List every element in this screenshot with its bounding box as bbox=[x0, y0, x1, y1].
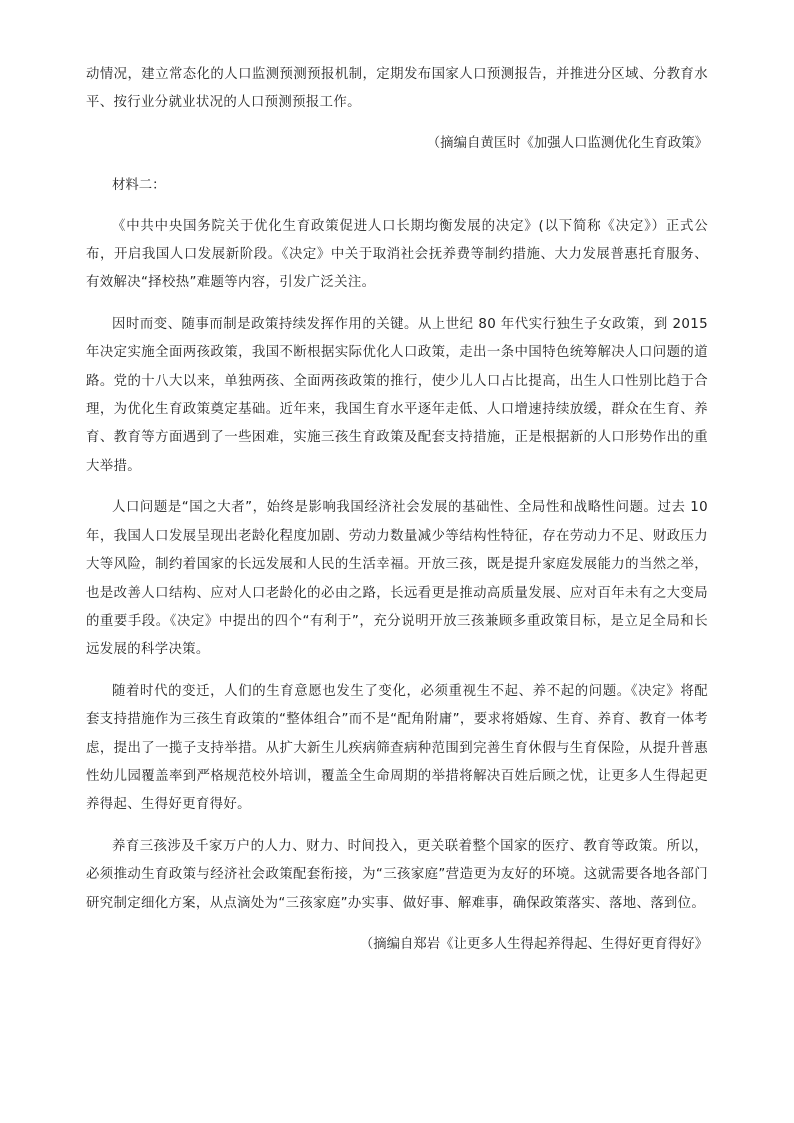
material-two-heading: 材料二： bbox=[112, 178, 166, 194]
paragraph-5: 养育三孩涉及千家万户的人力、财力、时间投入，更关联着整个国家的医疗、教育等政策。所以，必须推动生育政策与经济社会政策配套衔接，为“三孩家庭”营造更为友好的环境。这就需要各地各部门研究制定细化方案，从点滴处为“三孩家庭”办实事、做好事、解难事，确保政策落实、落地、落到位。 bbox=[86, 838, 708, 911]
paragraph-4: 随着时代的变迁，人们的生育意愿也发生了变化，必须重视生不起、养不起的问题。《决定》将配套支持措施作为三孩生育政策的“整体组合”而不是“配角附庸”，要求将婚嫁、生育、养育、教育一体考虑，提出了一揽子支持举措。从扩大新生儿疾病筛查病种范围到完善生育休假与生育保险，从提升普惠性幼儿园覆盖率到严格规范校外培训，覆盖全生命周期的举措将解决百姓后顾之忧，让更多人生得起更养得起、生得好更育得好。 bbox=[86, 683, 708, 813]
source-citation-1: （摘编自黄匡时《加强人口监测优化生育政策》 bbox=[426, 135, 708, 151]
source-citation-2: （摘编自郑岩《让更多人生得起养得起、生得好更育得好》 bbox=[359, 936, 708, 952]
paragraph-2: 因时而变、随事而制是政策持续发挥作用的关键。从上世纪 80 年代实行独生子女政策，到 2015 年决定实施全面两孩政策，我国不断根据实际优化人口政策，走出一条中国特色统筹解决人口问题的道路。党的十八大以来，单独两孩、全面两孩政策的推行，使少儿人口占比提高，出生人口性别比趋于合理，为优化生育政策奠定基础。近年来，我国生育水平逐年走低、人口增速持续放缓，群众在生育、养育、教育等方面遇到了一些困难，实施三孩生育政策及配套支持措施，正是根据新的人口形势作出的重大举措。 bbox=[86, 316, 708, 474]
paragraph-1: 《中共中央国务院关于优化生育政策促进人口长期均衡发展的决定》(以下简称《决定》）正式公布，开启我国人口发展新阶段。《决定》中关于取消社会抚养费等制约措施、大力发展普惠托育服务、有效解决“择校热”难题等内容，引发广泛关注。 bbox=[86, 218, 708, 291]
paragraph-continued: 动情况，建立常态化的人口监测预测预报机制，定期发布国家人口预测报告，并推进分区域、分教育水平、按行业分就业状况的人口预测预报工作。 bbox=[86, 67, 708, 111]
paragraph-3: 人口问题是“国之大者”，始终是影响我国经济社会发展的基础性、全局性和战略性问题。过去 10 年，我国人口发展呈现出老龄化程度加剧、劳动力数量减少等结构性特征，存在劳动力不足、财政压力大等风险，制约着国家的长远发展和人民的生活幸福。开放三孩，既是提升家庭发展能力的当然之举，也是改善人口结构、应对人口老龄化的必由之路，长远看更是推动高质量发展、应对百年未有之大变局的重要手段。《决定》中提出的四个“有利于”，充分说明开放三孩兼顾多重政策目标，是立足全局和长远发展的科学决策。 bbox=[86, 500, 708, 658]
